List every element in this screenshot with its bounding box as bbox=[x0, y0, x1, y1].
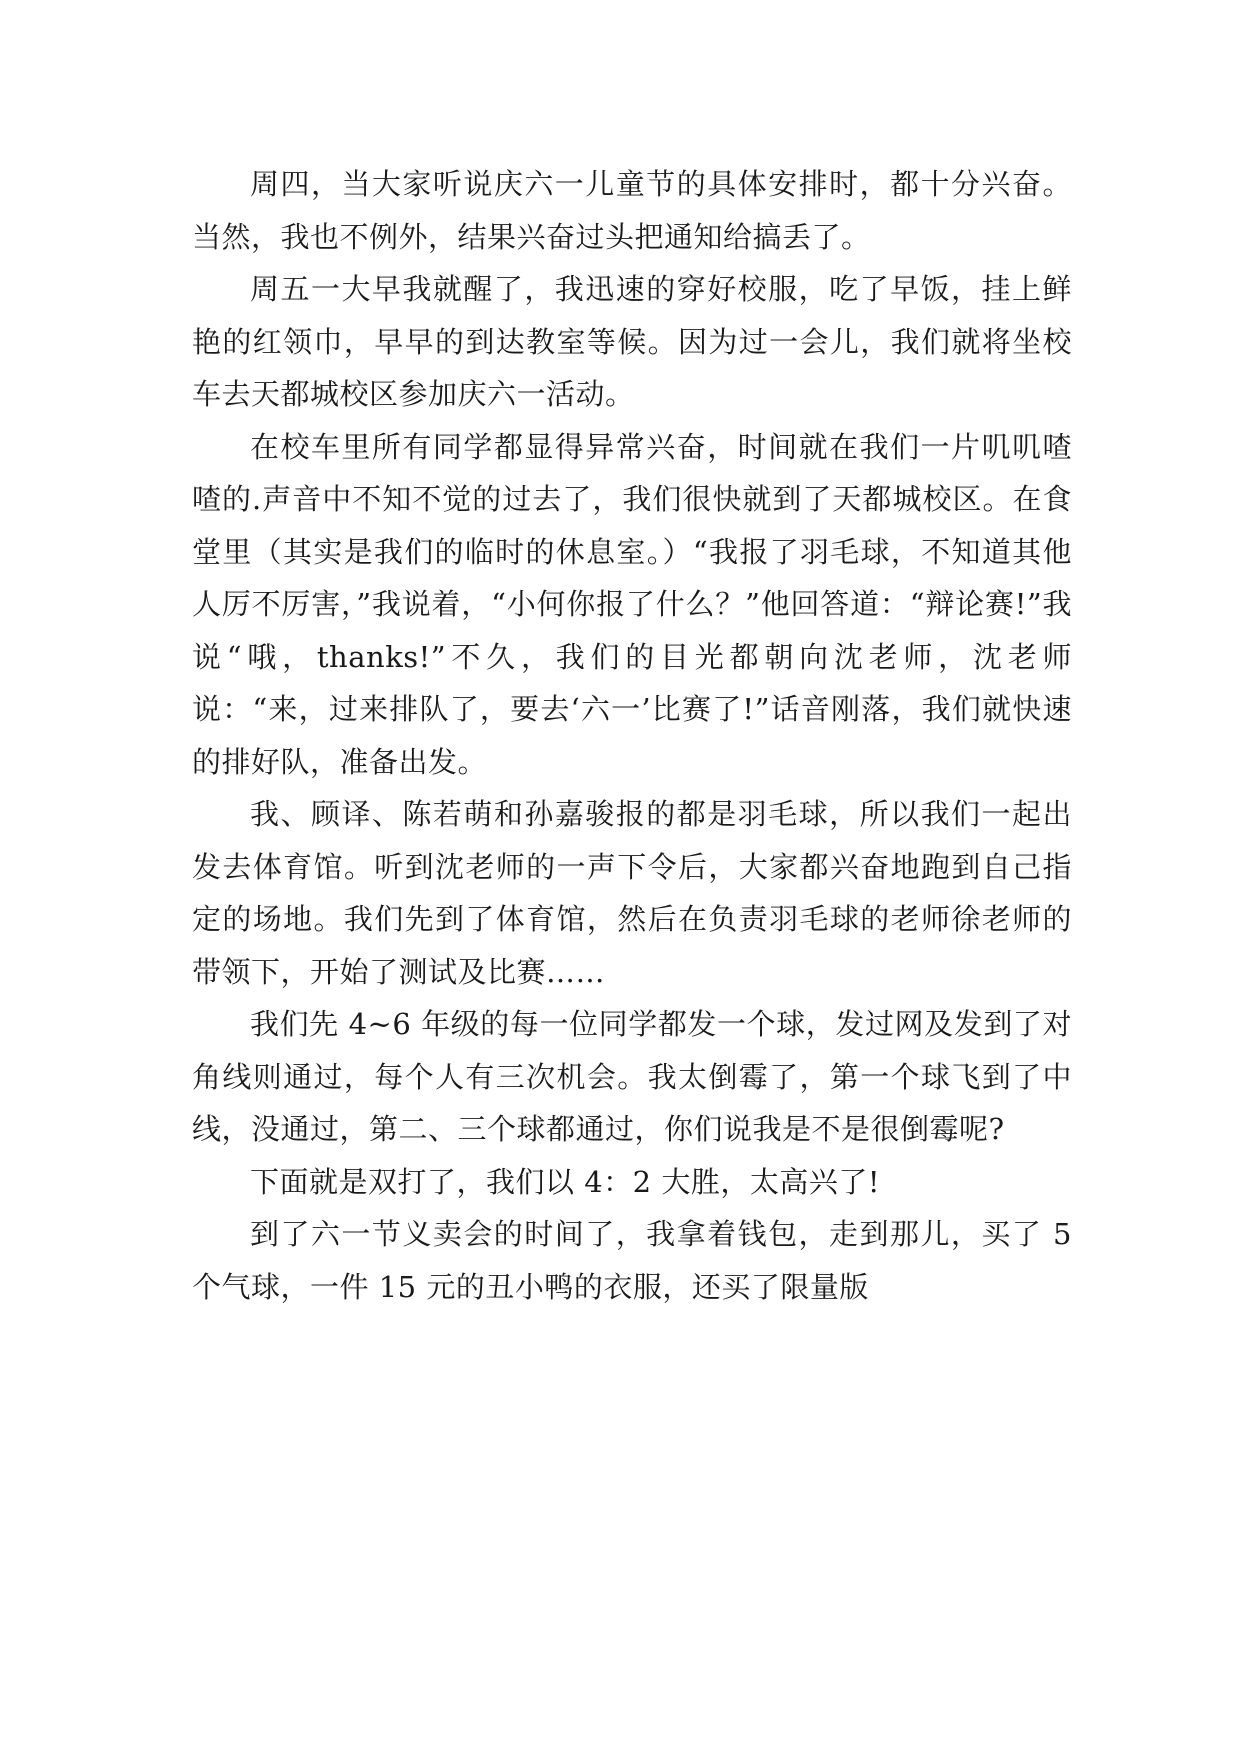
paragraph-7: 到了六一节义卖会的时间了，我拿着钱包，走到那儿，买了 5 个气球，一件 15 元的丑小鸭的衣服，还买了限量版 bbox=[192, 1217, 1072, 1304]
paragraph-4: 我、顾译、陈若萌和孙嘉骏报的都是羽毛球，所以我们一起出发去体育馆。听到沈老师的一声下令后，大家都兴奋地跑到自己指定的场地。我们先到了体育馆，然后在负责羽毛球的老师徐老师的带领下，开始了测试及比赛…… bbox=[192, 797, 1072, 989]
paragraph-6: 下面就是双打了，我们以 4：2 大胜，太高兴了! bbox=[250, 1164, 880, 1199]
paragraph-2: 周五一大早我就醒了，我迅速的穿好校服，吃了早饭，挂上鲜艳的红领巾，早早的到达教室等候。因为过一会儿，我们就将坐校车去天都城校区参加庆六一活动。 bbox=[192, 272, 1072, 411]
paragraph-1: 周四，当大家听说庆六一儿童节的具体安排时，都十分兴奋。当然，我也不例外，结果兴奋过头把通知给搞丢了。 bbox=[192, 167, 1072, 254]
paragraph-3: 在校车里所有同学都显得异常兴奋，时间就在我们一片叽叽喳喳的.声音中不知不觉的过去了，我们很快就到了天都城校区。在食堂里（其实是我们的临时的休息室。）“我报了羽毛球，不知道其他人厉不厉害，”我说着，“小何你报了什么？”他回答道：“辩论赛!”我说“哦，thanks!”不久，我们的目光都朝向沈老师，沈老师说：“来，过来排队了，要去‘六一’比赛了!”话音刚落，我们就快速的排好队，准备出发。 bbox=[192, 429, 1072, 779]
document-body bbox=[192, 158, 1072, 1313]
paragraph-5: 我们先 4~6 年级的每一位同学都发一个球，发过网及发到了对角线则通过，每个人有三次机会。我太倒霉了，第一个球飞到了中线，没通过，第二、三个球都通过，你们说我是不是很倒霉呢? bbox=[192, 1007, 1072, 1146]
